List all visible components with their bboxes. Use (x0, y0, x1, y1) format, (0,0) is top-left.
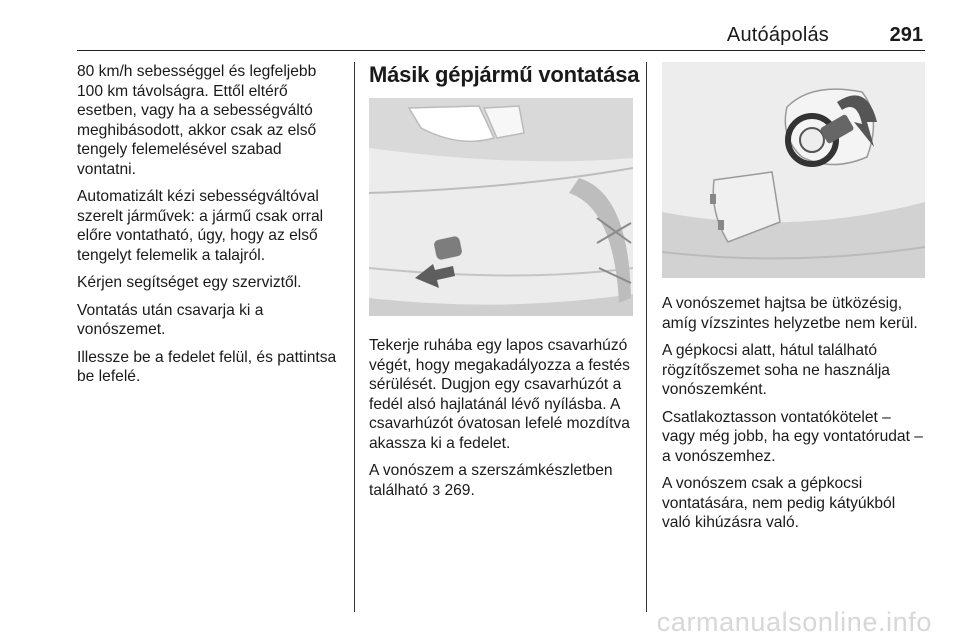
header-section-title: Autóápolás (726, 24, 829, 46)
paragraph: 80 km/h sebességgel és legfeljebb 100 km távolságra. Ettől eltérő esetben, vagy ha a sebességváltó meghibásodott, akkor csak az első tengely felemelésével szabad vontatni. (77, 63, 317, 178)
paragraph: Kérjen segítséget egy szerviztől. (77, 274, 302, 291)
rear-bumper-cover-illustration (369, 98, 633, 316)
paragraph-reference (369, 461, 633, 500)
text-column-2 (369, 62, 640, 508)
paragraph: Csatlakoztasson vontatókötelet – vagy még jobb, ha egy vontatórudat – a vonószemhez. (662, 408, 923, 465)
section-heading: Másik gépjármű vontatása (369, 62, 640, 87)
column-divider-left (354, 62, 355, 612)
paragraph: Vontatás után csavarja ki a vonószemet. (77, 301, 264, 338)
paragraph: Automatizált kézi sebességváltóval szerelt járművek: a jármű csak orral előre vontatható, úgy, hogy az első tengelyt felemelik a talajról. (77, 188, 324, 264)
reference-text: A vonószem a szerszámkészletben található (369, 462, 613, 499)
page-header (77, 0, 925, 51)
page-reference-icon: 3 (432, 481, 441, 498)
paragraph: A gépkocsi alatt, hátul található rögzítőszemet soha ne használja vonószemként. (662, 342, 890, 398)
text-column-1 (77, 62, 343, 395)
paragraph: Illessze be a fedelet felül, és pattintsa be lefelé. (77, 348, 337, 385)
column-divider-right (646, 62, 647, 612)
paragraph: A vonószem csak a gépkocsi vontatására, nem pedig kátyúkból való kihúzásra való. (662, 475, 896, 531)
paragraph: A vonószemet hajtsa be ütközésig, amíg vízszintes helyzetbe nem kerül. (662, 295, 918, 332)
reference-page: 269. (444, 481, 475, 499)
page-number: 291 (889, 24, 923, 46)
text-column-3 (662, 62, 928, 541)
watermark: carmanualsonline.info (656, 607, 932, 637)
paragraph: Tekerje ruhába egy lapos csavarhúzó végét, hogy megakadályozza a festés sérülését. Dugjon egy csavarhúzót a fedél alsó hajlatánál lévő nyílásba. A csavarhúzót óvatosan lefelé mozdítva akassza ki a fedelet. (369, 337, 630, 452)
towing-eye-illustration (662, 62, 925, 278)
